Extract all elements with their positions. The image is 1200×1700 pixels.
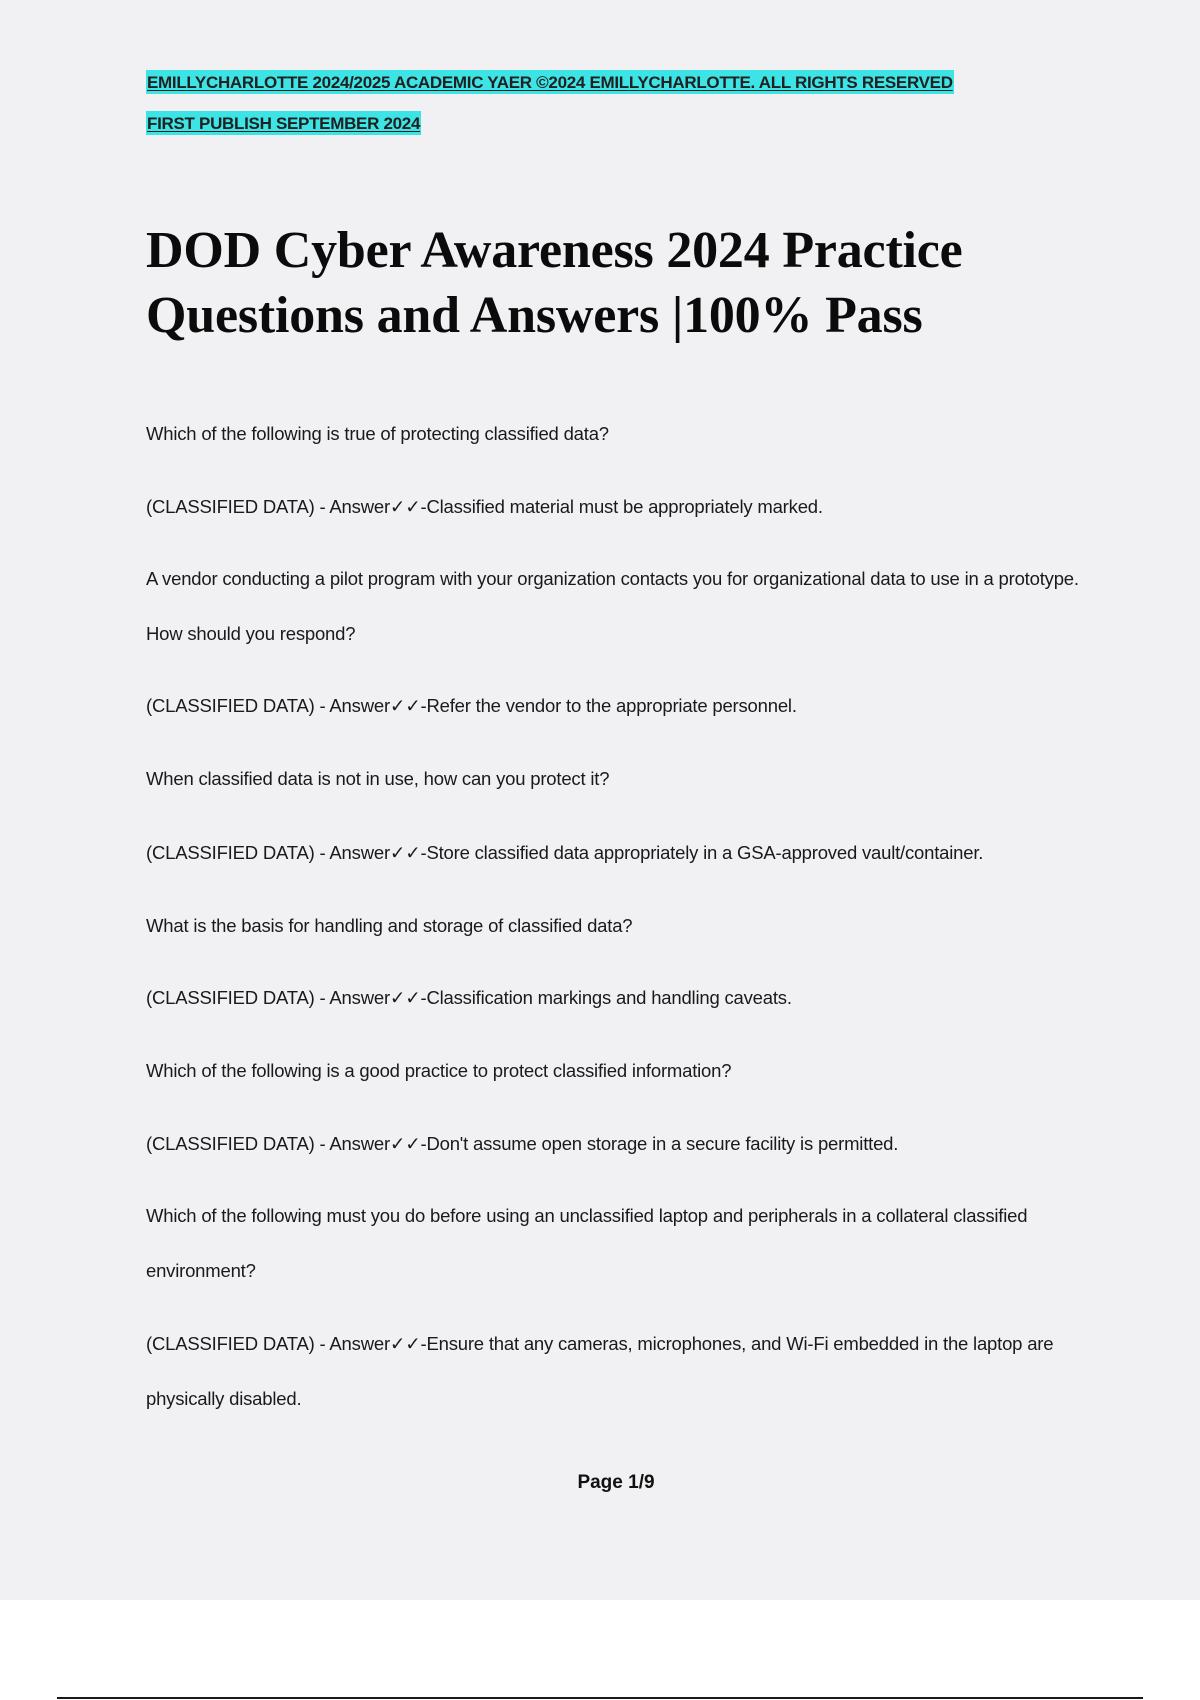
answer-6: (CLASSIFIED DATA) - Answer✓✓-Ensure that any cameras, microphones, and Wi-Fi embedded in the laptop are physically disabled.: [146, 1333, 1054, 1409]
document-title: DOD Cyber Awareness 2024 Practice Questions and Answers |100% Pass: [146, 222, 963, 344]
question-1: Which of the following is true of protecting classified data?: [146, 423, 609, 444]
copyright-notice: EMILLYCHARLOTTE 2024/2025 ACADEMIC YAER ©2024 EMILLYCHARLOTTE. ALL RIGHTS RESERVED: [146, 70, 954, 94]
publish-date-notice: FIRST PUBLISH SEPTEMBER 2024: [146, 111, 421, 135]
question-2: A vendor conducting a pilot program with your organization contacts you for organizational data to use in a prototype. How should you respond?: [146, 568, 1079, 644]
answer-4: (CLASSIFIED DATA) - Answer✓✓-Classification markings and handling caveats.: [146, 987, 792, 1008]
next-page-divider: [57, 1697, 1143, 1699]
answer-2: (CLASSIFIED DATA) - Answer✓✓-Refer the vendor to the appropriate personnel.: [146, 695, 797, 716]
answer-1: (CLASSIFIED DATA) - Answer✓✓-Classified material must be appropriately marked.: [146, 496, 823, 517]
page-number: Page 1/9: [577, 1472, 655, 1493]
copyright-header: [146, 70, 1086, 135]
answer-3: (CLASSIFIED DATA) - Answer✓✓-Store classified data appropriately in a GSA-approved vault/container.: [146, 842, 984, 863]
answer-5: (CLASSIFIED DATA) - Answer✓✓-Don't assume open storage in a secure facility is permitted.: [146, 1133, 899, 1154]
question-6: Which of the following must you do before using an unclassified laptop and peripherals in a collateral classified environment?: [146, 1205, 1028, 1281]
question-4: What is the basis for handling and storage of classified data?: [146, 915, 633, 936]
question-5: Which of the following is a good practice to protect classified information?: [146, 1060, 732, 1081]
question-3: When classified data is not in use, how can you protect it?: [146, 768, 610, 789]
